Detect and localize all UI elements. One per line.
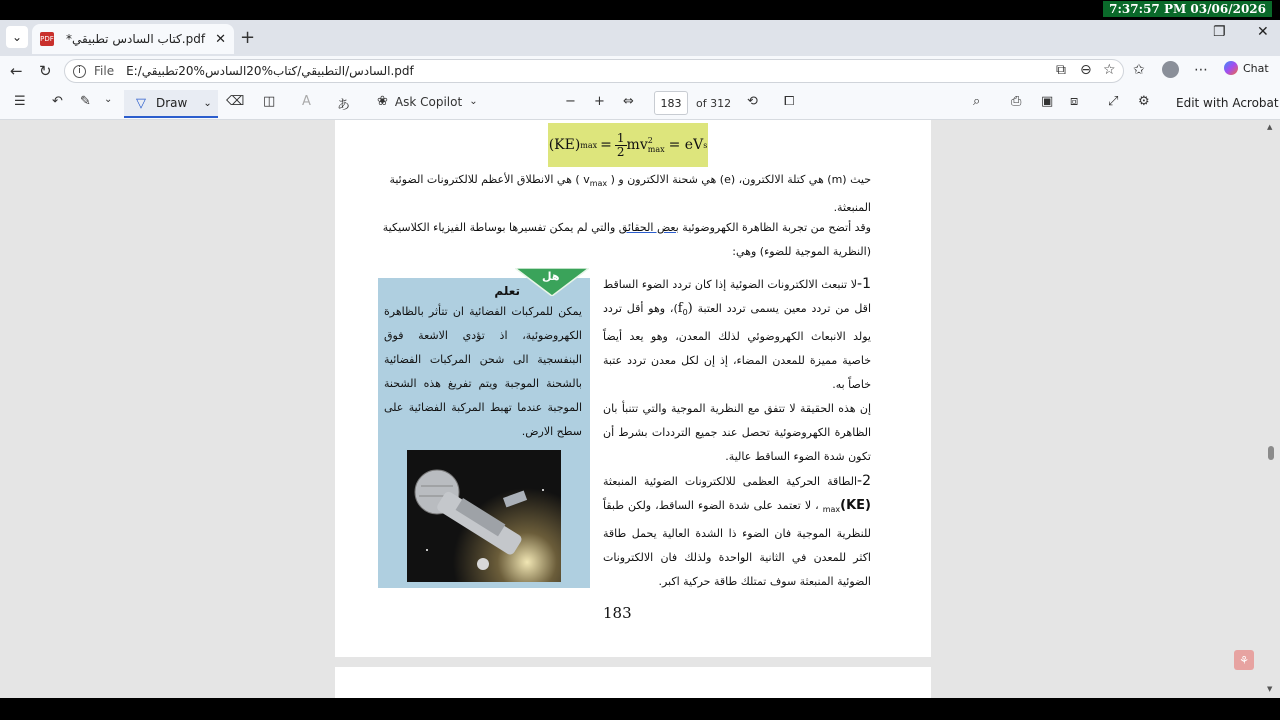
- edit-with-acrobat-button[interactable]: Edit with Acrobat: [1176, 96, 1279, 110]
- translate-icon[interactable]: あ: [337, 98, 351, 113]
- ke-formula: (KE) max = $\frac{1}{2}$ mv 2 max = eV s: [548, 123, 708, 167]
- fact-1: 1-لا تنبعث الالكترونات الضوئية إذا كان تردد الضوء الساقط اقل من تردد معين يسمى تردد العتبة $(f_0)،$ وهو أقل تردد يولد الانبعاث الكهروضوئي لذلك المعدن، وهو يعد أيضاً خاصية مميزة للمعدن المضاء، إذ إن لكل معدن تردد عتبة خاصاً به. إن هذه الحقيقة لا تتفق مع النظرية الموجية والتي تتنبأ بان الظاهرة الكهروضوئية تحصل عند جميع الترددات بشرط أن تكون شدة الضوء الساقط عالية. 2-الطاقة الحركية العظمى للالكترونات الضوئية المنبعثة $(KE)_{max}$ ، لا تعتمد على شدة الضوء الساقط، ولكن طبقاً للنظرية الموجية فان الضوء ذا الشدة العالية يحمل طاقة اكثر للمعدن في الثانية الواحدة ولذلك فان الالكترونات الضوئية المنبعثة سوف تمتلك طاقة حركية اكبر.: [603, 276, 871, 589]
- top-black-bar: [0, 0, 1280, 20]
- info-icon[interactable]: i: [73, 65, 86, 78]
- scrollbar-thumb[interactable]: [1268, 446, 1274, 460]
- tab-pdf[interactable]: [32, 24, 234, 54]
- save-as-icon[interactable]: ⧈: [1070, 94, 1079, 109]
- facts-intro-paragraph: وقد أتضح من تجربة الظاهرة الكهروضوئية بعض الحقائق والتي لم يمكن تفسيرها بوساطة الفيزياء الكلاسيكية (النظرية الموجية للضوء) وهي:: [382, 221, 871, 258]
- copilot-chat-button[interactable]: [1224, 61, 1269, 75]
- pdf-viewer[interactable]: [0, 120, 1280, 698]
- restore-window-icon[interactable]: ❐: [1213, 24, 1226, 40]
- favorite-star-icon[interactable]: ☆: [1103, 62, 1116, 78]
- page-number-input[interactable]: 183: [654, 91, 688, 115]
- refresh-icon[interactable]: ↻: [39, 62, 52, 80]
- bottom-black-bar: [0, 698, 1280, 720]
- highlight-chevron-down-icon[interactable]: ⌄: [104, 94, 113, 105]
- address-input[interactable]: [64, 59, 1124, 83]
- extension-icon[interactable]: ⧉: [1056, 62, 1066, 78]
- back-arrow-icon[interactable]: ←: [10, 62, 23, 80]
- zoom-icon[interactable]: ⊖: [1080, 62, 1092, 78]
- clock-overlay: 7:37:57 PM 03/06/2026: [1103, 1, 1272, 17]
- copilot-outline-icon: ❀: [377, 94, 388, 109]
- scroll-down-arrow-icon[interactable]: ▼: [1267, 685, 1273, 693]
- fit-page-icon[interactable]: ⇔: [623, 94, 634, 109]
- ask-copilot-label: Ask Copilot: [394, 94, 463, 109]
- undo-icon[interactable]: ↶: [52, 94, 63, 109]
- did-you-know-ribbon: [515, 268, 589, 296]
- read-aloud-icon[interactable]: A: [302, 94, 311, 109]
- chat-label: Chat: [1243, 61, 1269, 75]
- address-scheme-label: File: [94, 64, 115, 78]
- page-total: of 312: [696, 97, 732, 110]
- draw-label: Draw: [156, 96, 188, 110]
- draw-button[interactable]: [124, 90, 218, 118]
- highlight-icon[interactable]: ✎: [80, 94, 91, 109]
- copilot-icon: [1224, 61, 1238, 75]
- save-icon[interactable]: ▣: [1041, 94, 1054, 109]
- address-url: E:/السادس/التطبيقي/كتاب%20السادس%20تطبيقي.pdf: [126, 64, 414, 78]
- spacecraft-illustration: [407, 450, 561, 582]
- pdf-page: [335, 120, 931, 657]
- eraser-icon[interactable]: ⌫: [226, 94, 245, 109]
- vertical-scrollbar[interactable]: [1264, 120, 1278, 698]
- profile-avatar[interactable]: [1162, 61, 1179, 78]
- spacecraft-image: [407, 450, 561, 582]
- settings-gear-icon[interactable]: ⚙: [1138, 94, 1150, 109]
- search-icon[interactable]: ⌕: [973, 94, 981, 109]
- contents-list-icon[interactable]: ☰: [14, 94, 26, 109]
- zoom-in-icon[interactable]: +: [594, 94, 605, 109]
- next-pdf-page: [335, 667, 931, 698]
- box-text: يمكن للمركبات الفضائية ان تتأثر بالظاهرة الكهروضوئية، اذ تؤدي الاشعة فوق البنفسجية الى شحن المركبات الفضائية بالشحنة الموجبة ويتم تفريغ هذه الشحنة الموجبة عندما تهبط المركبة الفضائية على سطح الارض.: [384, 305, 582, 438]
- copilot-chevron-down-icon: ⌄: [469, 96, 478, 107]
- tab-actions-chevron-icon[interactable]: ⌄: [6, 26, 28, 48]
- box-title: تعلم: [494, 284, 520, 298]
- zoom-out-icon[interactable]: −: [565, 94, 576, 109]
- new-tab-plus-icon[interactable]: +: [240, 27, 256, 48]
- page-view-icon[interactable]: ◫: [263, 94, 276, 109]
- favorites-icon[interactable]: ✩: [1133, 62, 1145, 78]
- rotate-icon[interactable]: ⟲: [747, 94, 758, 109]
- page-number: 183: [603, 604, 632, 622]
- pdf-file-icon: PDF: [40, 32, 54, 46]
- box-badge: هل: [542, 270, 560, 283]
- fullscreen-icon[interactable]: ⤢: [1108, 94, 1119, 109]
- two-page-view-icon[interactable]: ⧠: [784, 94, 795, 109]
- draw-pen-icon: ▽: [136, 95, 146, 111]
- draw-chevron-down-icon[interactable]: ⌄: [203, 97, 212, 109]
- ask-copilot-button[interactable]: [377, 94, 478, 109]
- close-window-icon[interactable]: ✕: [1257, 24, 1269, 40]
- print-icon[interactable]: ⎙: [1011, 94, 1022, 109]
- scroll-up-arrow-icon[interactable]: ▲: [1267, 123, 1273, 131]
- more-menu-icon[interactable]: ⋯: [1194, 62, 1208, 78]
- tab-title: *كتاب السادس تطبيقي.pdf: [66, 32, 206, 46]
- definition-paragraph: حيث (m) هي كتلة الالكترون، (e) هي شحنة الالكترون و ( $v_{max}$ ) هي الانطلاق الأعظم للالكترونات الضوئية المنبعثة.: [389, 173, 871, 215]
- close-tab-icon[interactable]: ✕: [215, 31, 226, 47]
- acrobat-float-icon[interactable]: ⚘: [1234, 650, 1254, 670]
